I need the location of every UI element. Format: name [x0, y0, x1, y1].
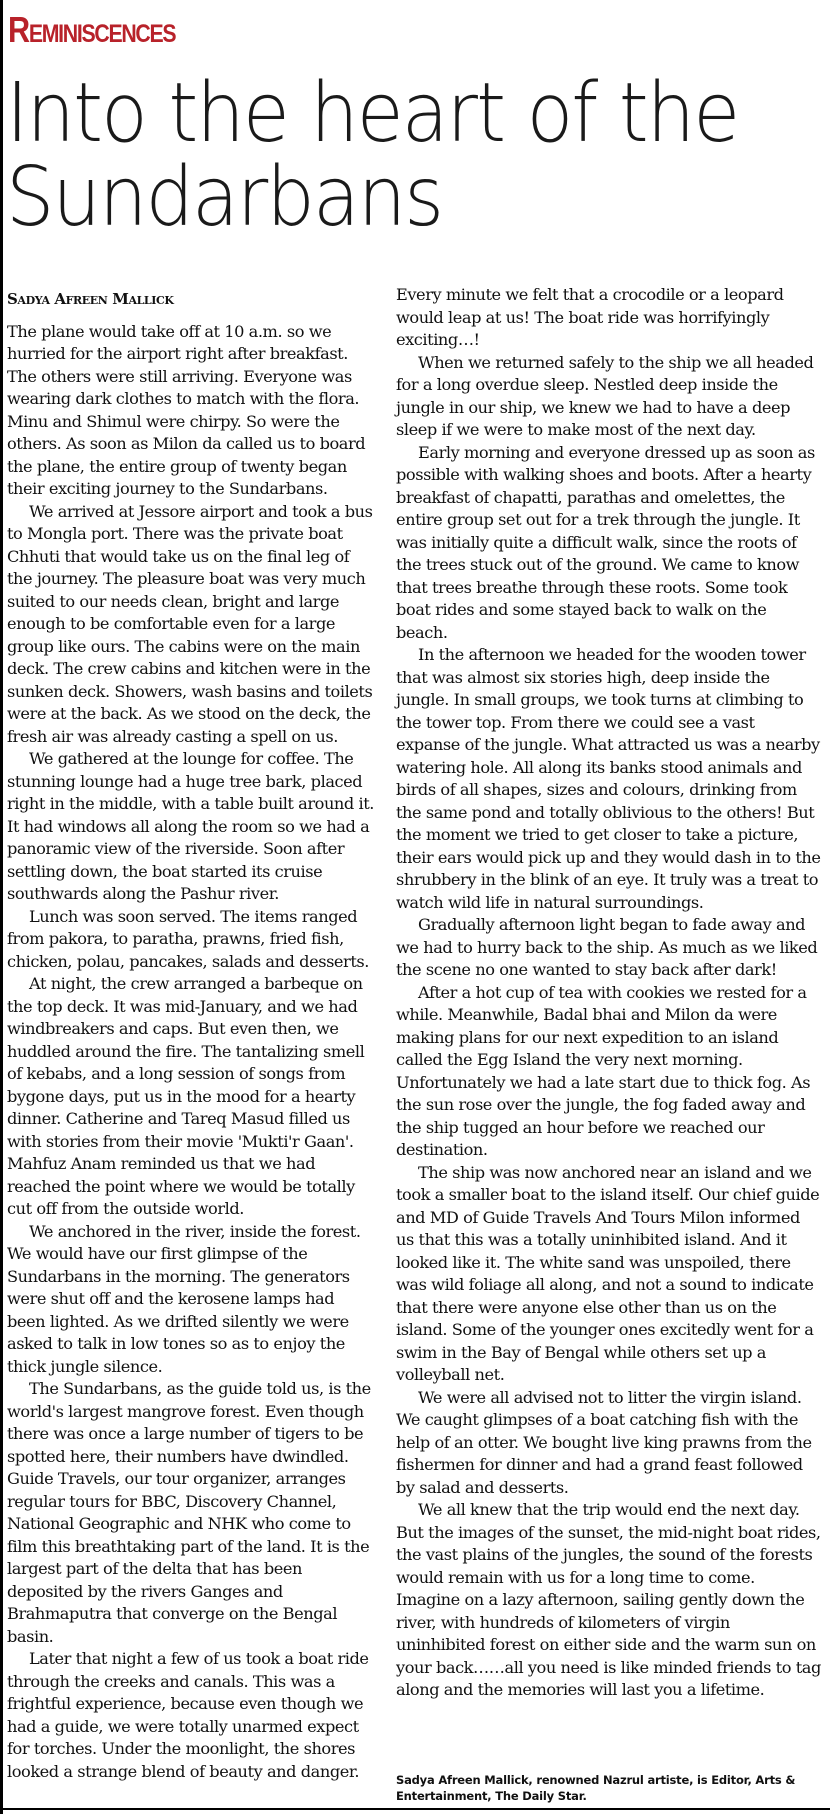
section-kicker: Reminiscences	[8, 9, 176, 50]
article-column-left	[7, 284, 375, 1783]
paragraph: Early morning and everyone dressed up as soon as possible with walking shoes and boots. After a hearty breakfast of chapatti, parathas and omelettes, the entire group set out for a trek through the jungle. It was initially quite a difficult walk, since the roots of the trees stuck out of the ground. We came to know that trees breathe through these roots. Some took boat rides and some stayed back to walk on the beach.	[396, 442, 815, 642]
bottom-rule	[3, 1808, 830, 1810]
paragraph: Later that night a few of us took a boat ride through the creeks and canals. This was a frightful experience, because even though we had a guide, we were totally unarmed expect for torches. Under the moonlight, the shores looked a strange blend of beauty and danger.	[7, 1649, 369, 1781]
paragraph: We anchored in the river, inside the forest. We would have our first glimpse of the Sundarbans in the morning. The generators were shut off and the kerosene lamps had been lighted. As we drifted silently we were asked to talk in low tones so as to enjoy the thick jungle silence.	[7, 1221, 361, 1376]
author-note: Sadya Afreen Mallick, renowned Nazrul artiste, is Editor, Arts & Entertainment, The Daily Star.	[396, 1773, 796, 1803]
paragraph: Gradually afternoon light began to fade away and we had to hurry back to the ship. As much as we liked the scene no one wanted to stay back after dark!	[396, 915, 818, 979]
byline: Sadya Afreen Mallick	[7, 290, 174, 308]
paragraph: Every minute we felt that a crocodile or a leopard would leap at us! The boat ride was horrifyingly exciting…!	[396, 285, 784, 349]
paragraph: The Sundarbans, as the guide told us, is the world's largest mangrove forest. Even though there was once a large number of tigers to be spotted here, their numbers have dwindled. Guide Travels, our tour organizer, arranges regular tours for BBC, Discovery Channel, National Geographic and NHK who come to film this breathtaking part of the land. It is the largest part of the delta that has been deposited by the rivers Ganges and Brahmaputra that converge on the Bengal basin.	[7, 1379, 371, 1646]
article-headline: Into the heart of the Sundarbans	[6, 66, 739, 245]
paragraph: After a hot cup of tea with cookies we rested for a while. Meanwhile, Badal bhai and Milon da were making plans for our next expedition to an island called the Egg Island the very next morning. Unfortunately we had a late start due to thick fog. As the sun rose over the jungle, the fog faded away and the ship tugged an hour before we reached our destination.	[396, 982, 811, 1159]
paragraph: The plane would take off at 10 a.m. so we hurried for the airport right after breakfast. The others were still arriving. Everyone was wearing dark clothes to match with the flora. Minu and Shimul were chirpy. So were the others. As soon as Milon da called us to board the plane, the entire group of twenty began their exciting journey to the Sundarbans.	[7, 321, 366, 498]
paragraph: At night, the crew arranged a barbeque on the top deck. It was mid-January, and we had windbreakers and caps. But even then, we huddled around the fire. The tantalizing smell of kebabs, and a long session of songs from bygone days, put us in the mood for a hearty dinner. Catherine and Tareq Masud filled us with stories from their movie 'Mukti'r Gaan'. Mahfuz Anam reminded us that we had reached the point where we would be totally cut off from the outside world.	[7, 974, 365, 1218]
paragraph: Lunch was soon served. The items ranged from pakora, to paratha, prawns, fried fish, chicken, polau, pancakes, salads and desserts.	[7, 906, 369, 971]
paragraph: The ship was now anchored near an island and we took a smaller boat to the island itself. Our chief guide and MD of Guide Travels And Tours Milon informed us that this was a totally uninhibited island. And it looked like it. The white sand was unspoiled, there was wild foliage all along, and not a sound to indicate that there were anyone else other than us on the island. Some of the younger ones excitedly went for a swim in the Bay of Bengal while others set up a volleyball net.	[396, 1162, 820, 1384]
paragraph: We were all advised not to litter the virgin island. We caught glimpses of a boat catching fish with the help of an otter. We bought live king prawns from the fishermen for dinner and had a grand feast followed by salad and desserts.	[396, 1387, 812, 1497]
article-column-right	[396, 284, 822, 1702]
paragraph: When we returned safely to the ship we all headed for a long overdue sleep. Nestled deep inside the jungle in our ship, we knew we had to have a deep sleep if we were to make most of the next day.	[396, 352, 814, 439]
paragraph: We all knew that the trip would end the next day. But the images of the sunset, the mid-night boat rides, the vast plains of the jungles, the sound of the forests would remain with us for a long time to come. Imagine on a lazy afternoon, sailing gently down the river, with hundreds of kilometers of virgin uninhibited forest on either side and the warm sun on your back……all you need is like minded friends to tag along and the memories will last you a lifetime.	[396, 1500, 821, 1699]
paragraph: We arrived at Jessore airport and took a bus to Mongla port. There was the private boat Chhuti that would take us on the final leg of the journey. The pleasure boat was very much suited to our needs clean, bright and large enough to be comfortable even for a large group like ours. The cabins were on the main deck. The crew cabins and kitchen were in the sunken deck. Showers, wash basins and toilets were at the back. As we stood on the deck, the fresh air was already casting a spell on us.	[7, 501, 373, 746]
paragraph: In the afternoon we headed for the wooden tower that was almost six stories high, deep inside the jungle. In small groups, we took turns at climbing to the tower top. From there we could see a vast expanse of the jungle. What attracted us was a nearby watering hole. All along its banks stood animals and birds of all shapes, sizes and colours, drinking from the same pond and totally oblivious to the others! But the moment we tried to get closer to take a picture, their ears would pick up and they would dash in to the shrubbery in the blink of an eye. It truly was a treat to watch wild life in natural surroundings.	[396, 645, 821, 912]
paragraph: We gathered at the lounge for coffee. The stunning lounge had a huge tree bark, placed right in the middle, with a table built around it. It had windows all along the room so we had a panoramic view of the riverside. Soon after settling down, the boat started its cruise southwards along the Pashur river.	[7, 749, 374, 903]
